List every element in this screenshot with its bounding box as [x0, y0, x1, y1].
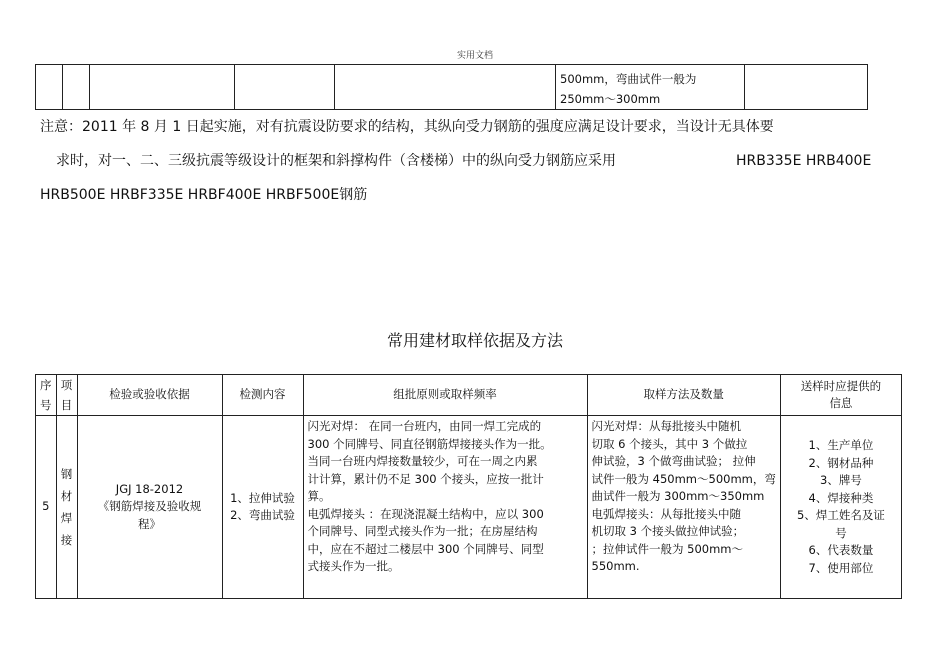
header-info-line: 信息 [829, 396, 853, 410]
table-cell [63, 65, 90, 110]
note-line-2: 求时，对一、二、三级抗震等级设计的框架和斜撑构件（含楼梯）中的纵向受力钢筋应采用 [56, 153, 616, 169]
header-test: 检测内容 [222, 375, 303, 416]
header-basis: 检验或验收依据 [77, 375, 222, 416]
method-line: 切取 6 个接头，其中 3 个做拉 [591, 436, 748, 451]
batch-line: 中，应在不超过二楼层中 300 个同牌号、同型 [307, 541, 544, 556]
note-line-2-codes: HRB335E HRB400E [736, 153, 872, 169]
cell-text: 500mm，弯曲试件一般为 [560, 72, 697, 86]
info-line: 2、钢材品种 [808, 455, 874, 470]
sampling-cell [556, 65, 745, 110]
cell-text: 250mm～300mm [560, 92, 661, 106]
info-line: 4、焊接种类 [808, 490, 874, 505]
header-info [780, 375, 901, 416]
info-line: 6、代表数量 [808, 543, 874, 557]
table-row [36, 416, 902, 599]
batch-line: 计计算，累计仍不足 300 个接头，应按一批计 [307, 471, 544, 486]
batch-line: 闪光对焊： 在同一台班内，由同一焊工完成的 [307, 419, 542, 433]
cell-seq: 5 [36, 416, 57, 599]
header-seq: 序号 [36, 375, 57, 416]
table-row [36, 65, 868, 110]
header-batch: 组批原则或取样频率 [303, 375, 587, 416]
cell-method [587, 416, 780, 599]
header-info-line: 送样时应提供的 [800, 378, 882, 393]
basis-line: 程》 [138, 516, 161, 531]
method-line: 试件一般为 450mm～500mm，弯 [591, 471, 776, 486]
table-header-row [36, 375, 902, 416]
batch-line: 个同牌号、同型式接头作为一批；在房屋结构 [307, 524, 538, 538]
test-line: 2、弯曲试验 [230, 508, 295, 522]
sampling-table [35, 374, 902, 599]
cell-basis [77, 416, 222, 599]
batch-line: 算。 [307, 489, 331, 503]
basis-line: 《钢筋焊接及验收规 [97, 499, 202, 514]
method-line: 曲试件一般为 300mm～350mm [591, 489, 765, 503]
header-method: 取样方法及数量 [587, 375, 780, 416]
table-cell [36, 65, 63, 110]
method-line: 机切取 3 个接头做拉伸试验； [591, 524, 745, 538]
batch-line: 电弧焊接头 ：在现浇混凝土结构中，应以 300 [307, 506, 544, 521]
basis-line: JGJ 18-2012 [115, 481, 184, 496]
info-line: 号 [835, 525, 847, 540]
table-cell [335, 65, 556, 110]
table-cell [745, 65, 868, 110]
batch-line: 300 个同牌号、同直径钢筋焊接接头作为一批。 [307, 436, 552, 451]
table-cell [235, 65, 335, 110]
test-line: 1、拉伸试验 [230, 490, 295, 505]
cell-batch [303, 416, 587, 599]
page-header: 实用文档 [456, 51, 493, 61]
batch-line: 式接头作为一批。 [307, 559, 400, 573]
table-cell [90, 65, 235, 110]
note-line-1: 注意：2011 年 8 月 1 日起实施，对有抗震设防要求的结构，其纵向受力钢筋的强度应满足设计要求，当设计无具体要 [40, 119, 774, 135]
cell-info [780, 416, 901, 599]
note-line-3: HRB500E HRBF335E HRBF400E HRBF500E钢筋 [40, 187, 368, 203]
cell-test [222, 416, 303, 599]
method-line: ；拉伸试件一般为 500mm～ [591, 541, 744, 556]
info-line: 3、牌号 [820, 473, 862, 487]
batch-line: 当同一台班内焊接数量较少，可在一周之内累 [307, 454, 538, 468]
info-line: 5、焊工姓名及证 [797, 508, 885, 522]
header-item: 项目 [56, 375, 77, 416]
method-line: 闪光对焊：从每批接头中随机 [591, 419, 741, 433]
info-line: 1、生产单位 [808, 438, 874, 452]
info-line: 7、使用部位 [808, 560, 874, 575]
method-line: 电弧焊接头：从每批接头中随 [591, 506, 741, 521]
method-line: 伸试验，3 个做弯曲试验； 拉伸 [591, 454, 756, 468]
page-title: 常用建材取样依据及方法 [386, 331, 563, 350]
method-line: 550mm. [591, 559, 640, 573]
cell-item: 钢材焊接 [56, 416, 77, 599]
continued-table-fragment [35, 64, 868, 110]
